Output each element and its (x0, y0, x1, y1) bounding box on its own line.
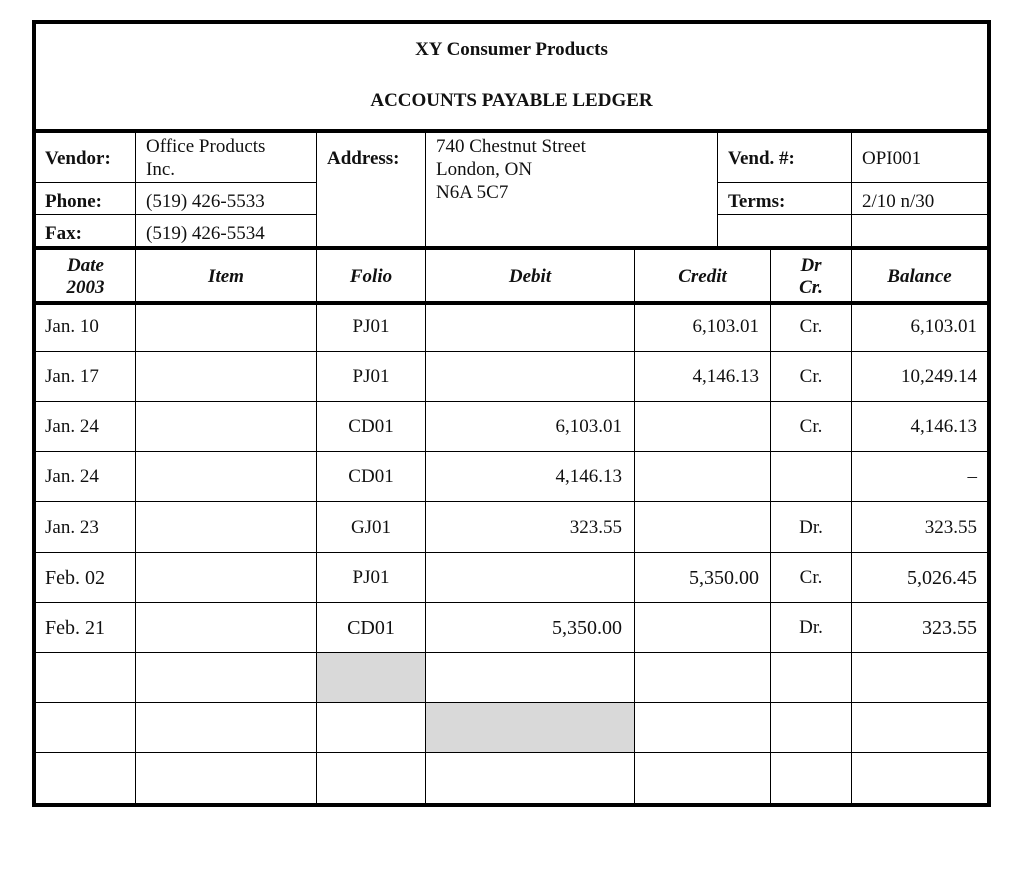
cell-balance: – (967, 466, 977, 487)
ledger-title: ACCOUNTS PAYABLE LEDGER (370, 90, 653, 111)
cell-debit: 323.55 (569, 517, 622, 538)
col-drcr-line1: Dr (800, 255, 822, 276)
cell-balance: 10,249.14 (901, 366, 977, 387)
fax-label: Fax: (45, 223, 82, 244)
cell-date: Jan. 23 (45, 517, 99, 538)
col-folio: Folio (349, 266, 393, 287)
cell-credit: 6,103.01 (692, 316, 759, 337)
cell-folio: CD01 (347, 617, 395, 639)
info-vline-2 (316, 133, 317, 246)
cell-folio: PJ01 (352, 366, 390, 387)
cell-folio: GJ01 (350, 517, 392, 538)
info-vline-3 (425, 133, 426, 246)
cell-date: Feb. 21 (45, 617, 105, 639)
row-line (36, 652, 987, 653)
vend-num-label: Vend. #: (728, 148, 795, 169)
cell-date: Jan. 10 (45, 316, 99, 337)
vend-num-value: OPI001 (862, 148, 922, 169)
row-line (36, 602, 987, 603)
row-line (36, 401, 987, 402)
cell-credit: 4,146.13 (692, 366, 759, 387)
cell-date: Jan. 17 (45, 366, 99, 387)
phone-label: Phone: (45, 191, 102, 212)
cell-drcr: Dr. (799, 617, 823, 638)
row-line (36, 752, 987, 753)
column-header-divider (36, 301, 987, 305)
info-divider-left-2 (36, 214, 316, 215)
address-line3: N6A 5C7 (436, 182, 509, 203)
cell-balance: 323.55 (924, 517, 977, 538)
cell-drcr: Cr. (799, 416, 823, 437)
shaded-folio-cell (317, 653, 425, 702)
cell-date: Jan. 24 (45, 416, 99, 437)
cell-drcr: Cr. (799, 567, 823, 588)
ledger-form (32, 20, 991, 807)
col-credit: Credit (678, 266, 727, 287)
terms-value: 2/10 n/30 (862, 191, 935, 212)
row-line (36, 501, 987, 502)
address-line1: 740 Chestnut Street (436, 136, 586, 157)
cell-date: Feb. 02 (45, 567, 105, 589)
info-vline-5 (851, 133, 852, 246)
info-divider-left-1 (36, 182, 316, 183)
cell-balance: 4,146.13 (910, 416, 977, 437)
cell-drcr: Cr. (799, 316, 823, 337)
cell-balance: 6,103.01 (910, 316, 977, 337)
shaded-debit-cell (426, 703, 634, 752)
col-date-line2: 2003 (66, 277, 105, 298)
cell-folio: PJ01 (352, 567, 390, 588)
phone-value: (519) 426-5533 (146, 191, 265, 212)
cell-folio: CD01 (348, 416, 394, 437)
address-label: Address: (327, 148, 400, 169)
col-date-line1: Date (67, 255, 104, 276)
cell-balance: 323.55 (922, 617, 977, 639)
vendor-label: Vendor: (45, 148, 111, 169)
fax-value: (519) 426-5534 (146, 223, 265, 244)
info-vline-4 (717, 133, 718, 246)
col-item: Item (208, 266, 244, 287)
col-drcr-line2: Cr. (799, 277, 823, 298)
vendor-name-line2: Inc. (146, 159, 176, 180)
row-line (36, 451, 987, 452)
row-line (36, 351, 987, 352)
col-balance: Balance (887, 266, 952, 287)
address-line2: London, ON (436, 159, 533, 180)
cell-folio: PJ01 (352, 316, 390, 337)
terms-label: Terms: (728, 191, 786, 212)
cell-debit: 5,350.00 (552, 617, 622, 639)
vendor-name-line1: Office Products (146, 136, 266, 157)
title-divider (36, 129, 987, 133)
table-vline-1 (135, 250, 136, 807)
info-divider-right-2 (717, 214, 987, 215)
cell-date: Jan. 24 (45, 466, 99, 487)
cell-credit: 5,350.00 (689, 567, 759, 589)
cell-balance: 5,026.45 (907, 567, 977, 589)
company-name: XY Consumer Products (415, 39, 608, 60)
cell-drcr: Dr. (799, 517, 823, 538)
cell-drcr: Cr. (799, 366, 823, 387)
col-debit: Debit (508, 266, 552, 287)
info-divider-right-1 (717, 182, 987, 183)
cell-debit: 4,146.13 (555, 466, 622, 487)
cell-debit: 6,103.01 (555, 416, 622, 437)
info-bottom-divider (36, 246, 987, 250)
info-vline-1 (135, 133, 136, 246)
cell-folio: CD01 (348, 466, 394, 487)
row-line (36, 552, 987, 553)
